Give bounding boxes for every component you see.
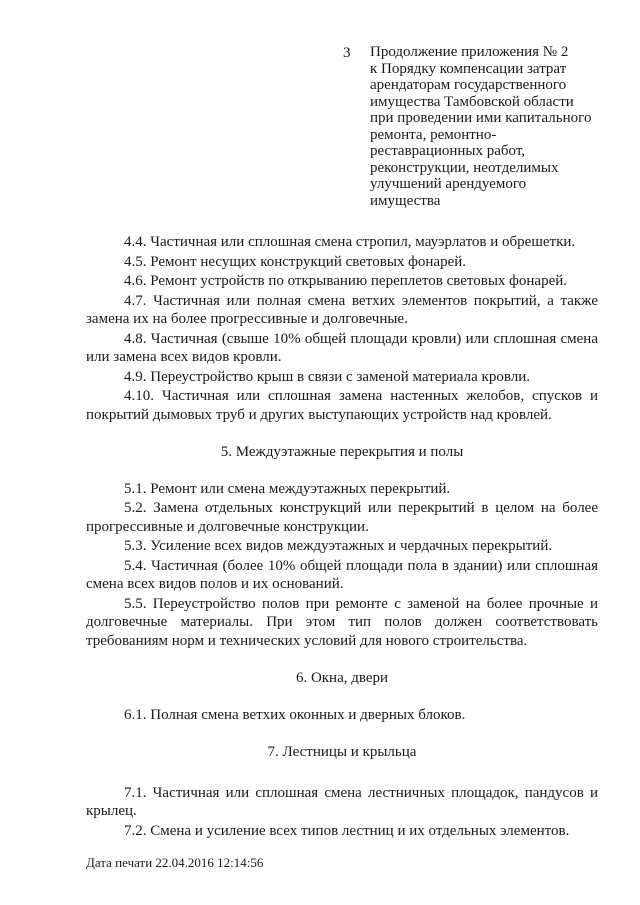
- paragraph-7-1: 7.1. Частичная или сплошная смена лестничных площадок, пандусов и крылец.: [86, 784, 598, 819]
- paragraph-5-1: 5.1. Ремонт или смена междуэтажных перекрытий.: [124, 480, 451, 497]
- header-line: к Порядку компенсации затрат: [370, 60, 567, 77]
- paragraph-4-10: 4.10. Частичная или сплошная замена настенных желобов, спусков и покрытий дымовых труб и других выступающих устройств над кровлей.: [86, 388, 598, 423]
- header-line: Продолжение приложения № 2: [370, 44, 569, 60]
- header-line: реконструкции, неотделимых: [370, 159, 559, 176]
- paragraph-7-2: 7.2. Смена и усиление всех типов лестниц и их отдельных элементов.: [124, 822, 570, 839]
- appendix-header: [370, 44, 610, 209]
- section-5-heading: 5. Междуэтажные перекрытия и полы: [220, 444, 464, 460]
- header-line: имущества: [370, 192, 441, 209]
- header-line: ремонта, ремонтно-: [370, 126, 497, 143]
- header-line: при проведении ими капитального: [370, 110, 592, 126]
- page-number: 3: [343, 45, 351, 61]
- document-body: [86, 233, 598, 841]
- header-line: улучшений арендуемого: [370, 176, 527, 192]
- paragraph-4-8: 4.8. Частичная (свыше 10% общей площади кровли) или сплошная смена или замена всех видов кровли.: [86, 330, 598, 365]
- paragraph-6-1: 6.1. Полная смена ветхих оконных и дверных блоков.: [124, 706, 466, 723]
- header-line: реставрационных работ,: [370, 143, 526, 159]
- paragraph-4-9: 4.9. Переустройство крыш в связи с заменой материала кровли.: [124, 368, 530, 385]
- paragraph-4-5: 4.5. Ремонт несущих конструкций световых фонарей.: [124, 253, 467, 270]
- section-6-heading: 6. Окна, двери: [295, 670, 389, 686]
- paragraph-5-2: 5.2. Замена отдельных конструкций или перекрытий в целом на более прогрессивные и долговечные конструкции.: [86, 500, 598, 535]
- paragraph-5-5: 5.5. Переустройство полов при ремонте с заменой на более прочные и долговечные материалы. При этом тип полов должен соответствовать требованиям норм и технических условий для нового строительства.: [86, 595, 598, 649]
- paragraph-4-4: 4.4. Частичная или сплошная смена стропил, мауэрлатов и обрешетки.: [124, 234, 576, 250]
- header-line: имущества Тамбовской области: [370, 93, 574, 110]
- print-date-footer: Дата печати 22.04.2016 12:14:56: [86, 855, 264, 870]
- paragraph-5-4: 5.4. Частичная (более 10% общей площади пола в здании) или сплошная смена всех видов полов и их оснований.: [86, 557, 598, 592]
- paragraph-4-7: 4.7. Частичная или полная смена ветхих элементов покрытий, а также замена их на более прогрессивные и долговечные.: [86, 292, 598, 327]
- paragraph-4-6: 4.6. Ремонт устройств по открыванию переплетов световых фонарей.: [124, 273, 568, 289]
- section-7-heading: 7. Лестницы и крыльца: [267, 744, 417, 760]
- header-line: арендаторам государственного: [370, 77, 567, 93]
- paragraph-5-3: 5.3. Усиление всех видов междуэтажных и чердачных перекрытий.: [124, 538, 553, 554]
